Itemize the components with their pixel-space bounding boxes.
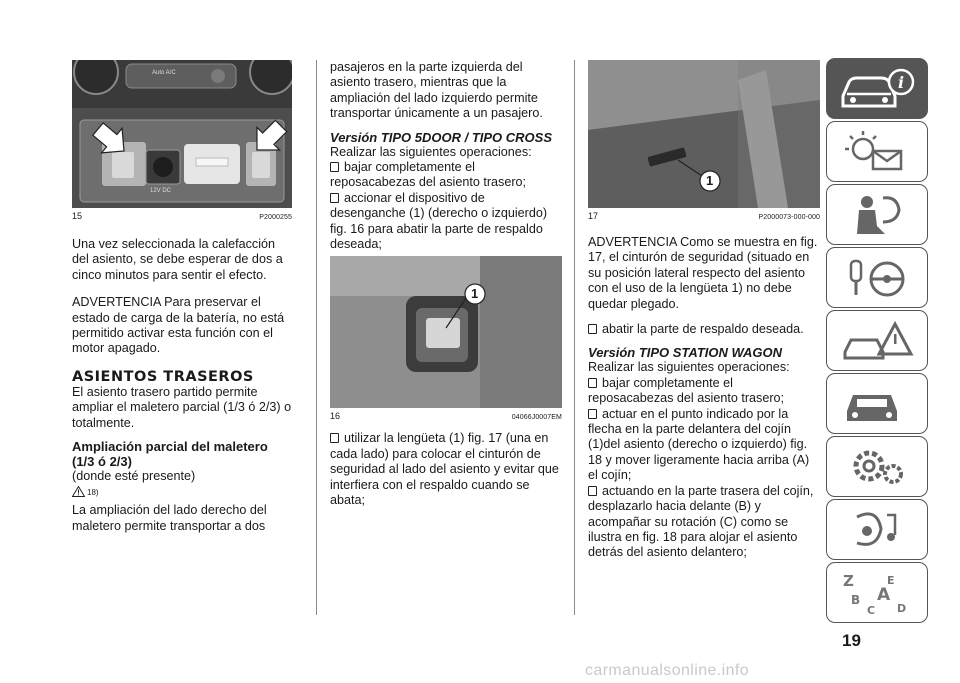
bullet-box-icon xyxy=(588,486,597,496)
seat-release-lever-illustration xyxy=(330,256,562,408)
figure-reference: P2000255 xyxy=(259,214,292,221)
column-2 xyxy=(330,60,562,509)
bullet-item xyxy=(588,484,820,561)
watermark: carmanualsonline.info xyxy=(585,662,750,679)
tab-technical[interactable] xyxy=(826,436,928,497)
figure-17-caption xyxy=(588,211,820,221)
warning-paragraph: ADVERTENCIA Para preservar el estado de carga de la batería, no está permitido activar esta función con el motor apagado. xyxy=(72,295,285,356)
multimedia-icon xyxy=(837,507,917,553)
callout-number: 1 xyxy=(706,173,714,188)
index-letter: C xyxy=(867,603,876,616)
svg-text:i: i xyxy=(897,72,905,92)
tab-emergency[interactable] xyxy=(826,310,928,371)
figure-16 xyxy=(330,256,562,408)
figure-17 xyxy=(588,60,820,208)
bullet-text: abatir la parte de respaldo deseada. xyxy=(602,322,804,337)
index-letter: Z xyxy=(843,571,854,590)
warning-note-number: 18) xyxy=(87,488,99,498)
column-divider xyxy=(316,60,317,615)
steering-key-icon xyxy=(837,255,917,301)
dashboard-warning-icon xyxy=(837,129,917,175)
car-info-icon xyxy=(837,66,917,112)
bullet-item xyxy=(588,376,820,407)
paragraph: (donde esté presente) xyxy=(72,469,196,484)
bullet-item xyxy=(588,322,820,337)
bullet-box-icon xyxy=(330,433,339,443)
warning-paragraph: ADVERTENCIA Como se muestra en fig. 17, el cinturón de seguridad (situado en su posición lateral respecto del asiento con el uso de la lengüeta 1) no debe quedar plegado. xyxy=(588,235,818,311)
figure-16-caption xyxy=(330,411,562,421)
bullet-box-icon xyxy=(588,409,597,419)
tab-dashboard[interactable] xyxy=(826,121,928,182)
index-letter: E xyxy=(887,573,895,587)
bullet-text: actuar en el punto indicado por la flecha en la parte delantera del cojín (1)del asiento (derecho o izquierdo) fig. 18 y mover ligeramente hacia arriba (A) el cojín; xyxy=(588,406,810,483)
bullet-item xyxy=(588,407,820,484)
column-3 xyxy=(588,60,820,561)
emergency-crash-icon xyxy=(837,318,917,364)
bullet-box-icon xyxy=(588,378,597,388)
seatbelt-tab-illustration xyxy=(588,60,820,208)
tab-car-info[interactable] xyxy=(826,58,928,119)
figure-reference: 04066J0007EM xyxy=(511,414,562,422)
index-letter: D xyxy=(897,601,907,615)
figure-15-caption xyxy=(72,211,292,221)
tab-multimedia[interactable] xyxy=(826,499,928,560)
figure-number: 16 xyxy=(330,411,341,422)
figure-number: 17 xyxy=(588,211,599,221)
bullet-text: bajar completamente el reposacabezas del asiento trasero; xyxy=(588,375,785,406)
index-letters-icon xyxy=(837,570,917,616)
airbag-safety-icon xyxy=(837,192,917,238)
subsection-heading-ampliacion: Ampliación parcial del maletero (1/3 ó 2/3) xyxy=(72,439,268,470)
page-number: 19 xyxy=(842,631,861,650)
subsection-heading-version-sw: Versión TIPO STATION WAGON xyxy=(588,345,783,361)
bullet-text: utilizar la lengüeta (1) fig. 17 (una en cada lado) para colocar el cinturón de seguridad al lado del asiento y evitar que interfiera con el respaldo cuando se abata; xyxy=(330,431,559,508)
figure-reference: P2000073-000-000 xyxy=(758,214,820,221)
dash-label-12v: 12V DC xyxy=(150,188,172,194)
paragraph: La ampliación del lado derecho del maletero permite transportar a dos xyxy=(72,503,267,533)
bullet-text: accionar el dispositivo de desenganche (1) (derecho o izquierdo) fig. 16 para abatir la parte de respaldo deseada; xyxy=(330,190,548,252)
subsection-heading-version-5door: Versión TIPO 5DOOR / TIPO CROSS xyxy=(330,129,553,145)
dash-label-ac: Auto A/C xyxy=(152,70,176,76)
paragraph: Realizar las siguientes operaciones: xyxy=(588,360,790,375)
figure-15 xyxy=(72,60,292,208)
column-1 xyxy=(72,60,292,534)
tab-safety[interactable] xyxy=(826,184,928,245)
tab-maintenance[interactable] xyxy=(826,373,928,434)
warning-triangle-icon xyxy=(72,486,85,497)
index-letter: B xyxy=(851,592,861,607)
tab-starting[interactable] xyxy=(826,247,928,308)
tab-index[interactable] xyxy=(826,562,928,623)
bullet-item xyxy=(330,191,562,253)
section-heading-asientos-traseros: ASIENTOS TRASEROS xyxy=(72,368,254,385)
bullet-box-icon xyxy=(330,193,339,203)
bullet-item xyxy=(330,431,562,508)
bullet-box-icon xyxy=(588,324,597,334)
warning-reference xyxy=(72,486,292,497)
bullet-box-icon xyxy=(330,162,339,172)
heated-seat-switch-illustration xyxy=(72,60,292,208)
index-letter: A xyxy=(877,584,891,605)
maintenance-car-icon xyxy=(837,381,917,427)
column-divider xyxy=(574,60,575,615)
bullet-item xyxy=(330,160,562,191)
bullet-text: actuando en la parte trasera del cojín, desplazarlo hacia delante (B) y acompañar su rotación (C) como se ilustra en fig. 18 para alojar el asiento detrás del asiento delantero; xyxy=(588,483,814,560)
bullet-text: bajar completamente el reposacabezas del asiento trasero; xyxy=(330,160,527,190)
paragraph: El asiento trasero partido permite ampliar el maletero parcial (1/3 ó 2/3) o totalmente. xyxy=(72,384,292,430)
technical-data-icon xyxy=(837,444,917,490)
figure-number: 15 xyxy=(72,211,83,221)
paragraph: Una vez seleccionada la calefacción del asiento, se debe esperar de dos a cinco minutos para sentir el efecto. xyxy=(72,237,283,282)
paragraph: pasajeros en la parte izquierda del asiento trasero, mientras que la ampliación del lado izquierdo permite transportar únicamente a un pasajero. xyxy=(330,60,543,121)
paragraph: Realizar las siguientes operaciones: xyxy=(330,144,532,159)
callout-number: 1 xyxy=(471,286,479,302)
